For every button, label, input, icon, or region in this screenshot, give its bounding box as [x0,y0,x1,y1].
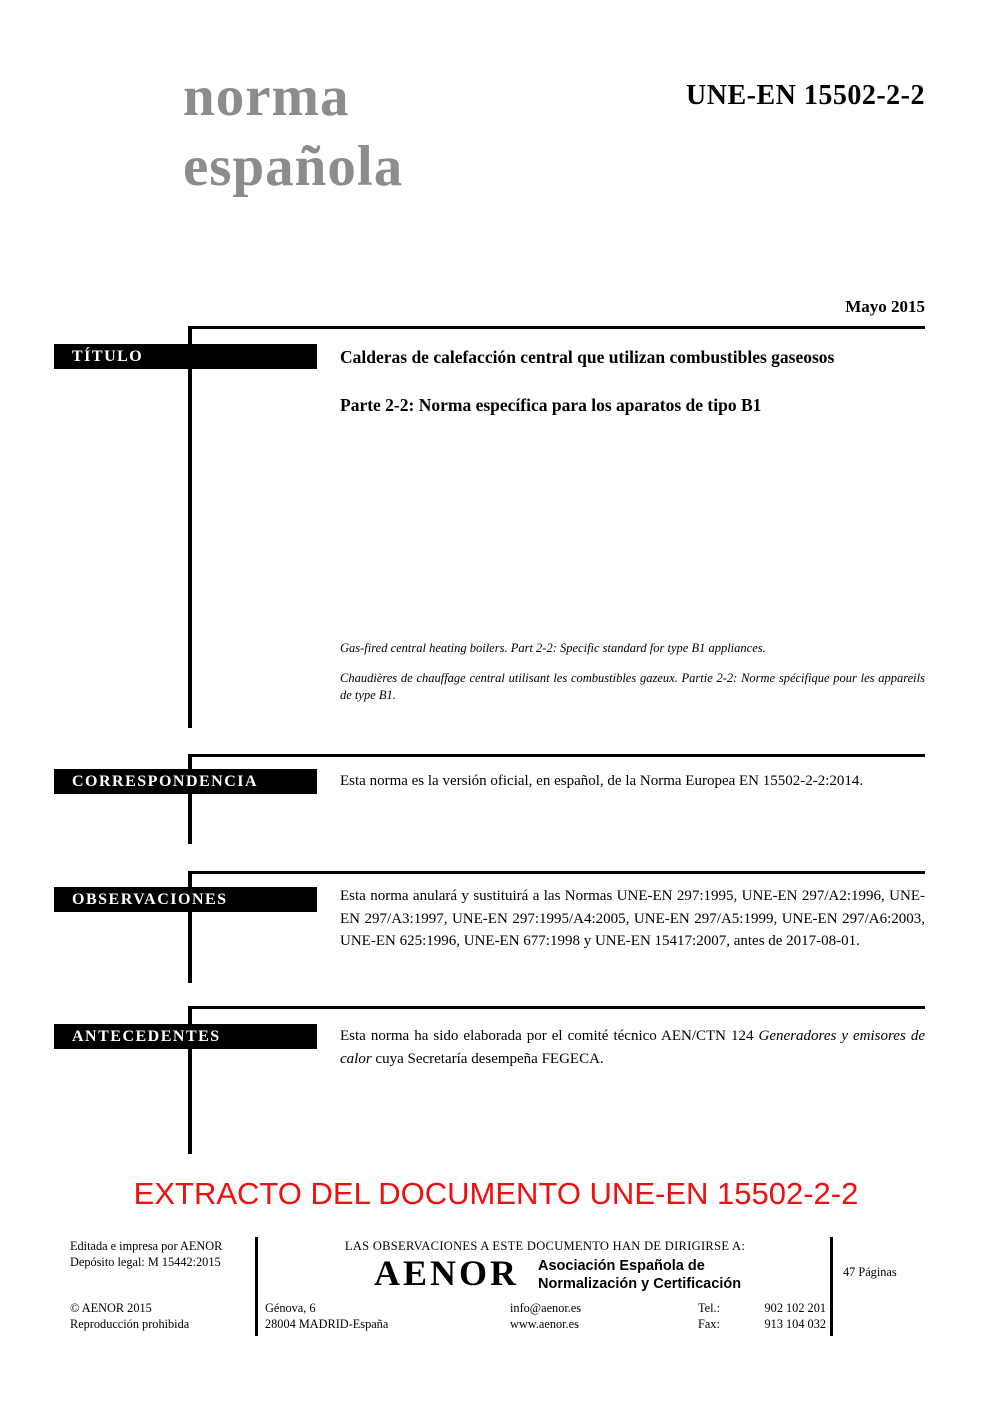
footer-contact-block [510,1300,581,1332]
footer-divider-right [830,1237,833,1336]
publication-date: Mayo 2015 [845,297,925,316]
footer-reproduction-line: Reproducción prohibida [70,1317,190,1332]
footer-tel-value: 902 102 201 [764,1301,826,1315]
titulo-label-bar: TÍTULO [54,344,317,369]
aenor-full-name [538,1257,741,1293]
tagline-french: Chaudières de chauffage central utilisant les combustibles gazeux. Partie 2-2: Norme spécifique pour les appareils de type B1. [340,670,925,702]
titulo-top-rule [188,326,925,329]
footer-fax-label: Fax: [698,1317,720,1332]
antecedentes-label-bar: ANTECEDENTES [54,1024,317,1049]
antecedentes-text-italic: Generadores y emisores de calor [340,1028,925,1067]
correspondencia-label-bar: CORRESPONDENCIA [54,769,317,794]
antecedentes-top-rule [188,1006,925,1009]
footer-deposit-line: Depósito legal: M 15442:2015 [70,1255,221,1270]
footer-notice: LAS OBSERVACIONES A ESTE DOCUMENTO HAN DE DIRIGIRSE A: [344,1239,746,1253]
titulo-content [340,344,925,416]
titulo-left-rule [188,326,192,728]
footer-email: info@aenor.es [510,1301,582,1315]
footer-telfax-block [698,1300,826,1332]
footer-copyright-block [70,1300,189,1332]
aenor-logo: AENOR [374,1253,520,1293]
footer-tel-label: Tel.: [698,1301,721,1315]
correspondencia-text: Esta norma es la versión oficial, en español, de la Norma Europea EN 15502-2-2:2014. [340,773,864,789]
footer-tel-row [698,1300,826,1316]
footer-copyright-line: © AENOR 2015 [70,1301,152,1315]
titulo-taglines [340,640,925,704]
aenor-name-line-1: Asociación Española de [538,1258,705,1274]
observaciones-top-rule [188,871,925,874]
footer-page-count: 47 Páginas [843,1265,897,1279]
footer-address-city: 28004 MADRID-España [265,1317,389,1332]
footer-edition-block [70,1238,222,1270]
antecedentes-text-after: cuya Secretaría desempeña FEGECA. [371,1050,604,1067]
document-code: UNE-EN 15502-2-2 [686,80,925,111]
footer-fax-value: 913 104 032 [764,1317,826,1332]
tagline-english: Gas-fired central heating boilers. Part 2-2: Specific standard for type B1 appliances. [340,641,766,655]
observaciones-text: Esta norma anulará y sustituirá a las Normas UNE-EN 297:1995, UNE-EN 297/A2:1996, UNE-EN 297/A3:1997, UNE-EN 297:1995/A4:2005, UNE-EN 297/A5:1999, UNE-EN 297/A6:2003, UNE-EN 625:1996, UNE-EN 677:1998 y UNE-EN 15417:2007, antes de 2017-08-01. [340,888,925,949]
extract-banner: EXTRACTO DEL DOCUMENTO UNE-EN 15502-2-2 [133,1176,859,1211]
title-part-text: Parte 2-2: Norma específica para los aparatos de tipo B1 [340,395,762,416]
correspondencia-left-rule [188,754,192,844]
correspondencia-top-rule [188,754,925,757]
title-text: Calderas de calefacción central que utilizan combustibles gaseosos [340,347,835,367]
footer-fax-row [698,1316,826,1332]
logo-line-2: española [183,134,404,198]
footer-address-block [265,1300,388,1332]
footer-edited-line: Editada e impresa por AENOR [70,1239,223,1253]
observaciones-label-bar: OBSERVACIONES [54,887,317,912]
aenor-name-line-2: Normalización y Certificación [538,1276,742,1293]
norma-espanola-logo [183,62,403,201]
footer-website: www.aenor.es [510,1317,579,1332]
logo-line-1: norma [183,65,350,128]
footer-address-street: Génova, 6 [265,1301,316,1315]
antecedentes-text [340,1025,925,1070]
footer-divider-left [255,1237,258,1336]
antecedentes-text-before: Esta norma ha sido elaborada por el comité técnico AEN/CTN 124 [340,1028,759,1044]
